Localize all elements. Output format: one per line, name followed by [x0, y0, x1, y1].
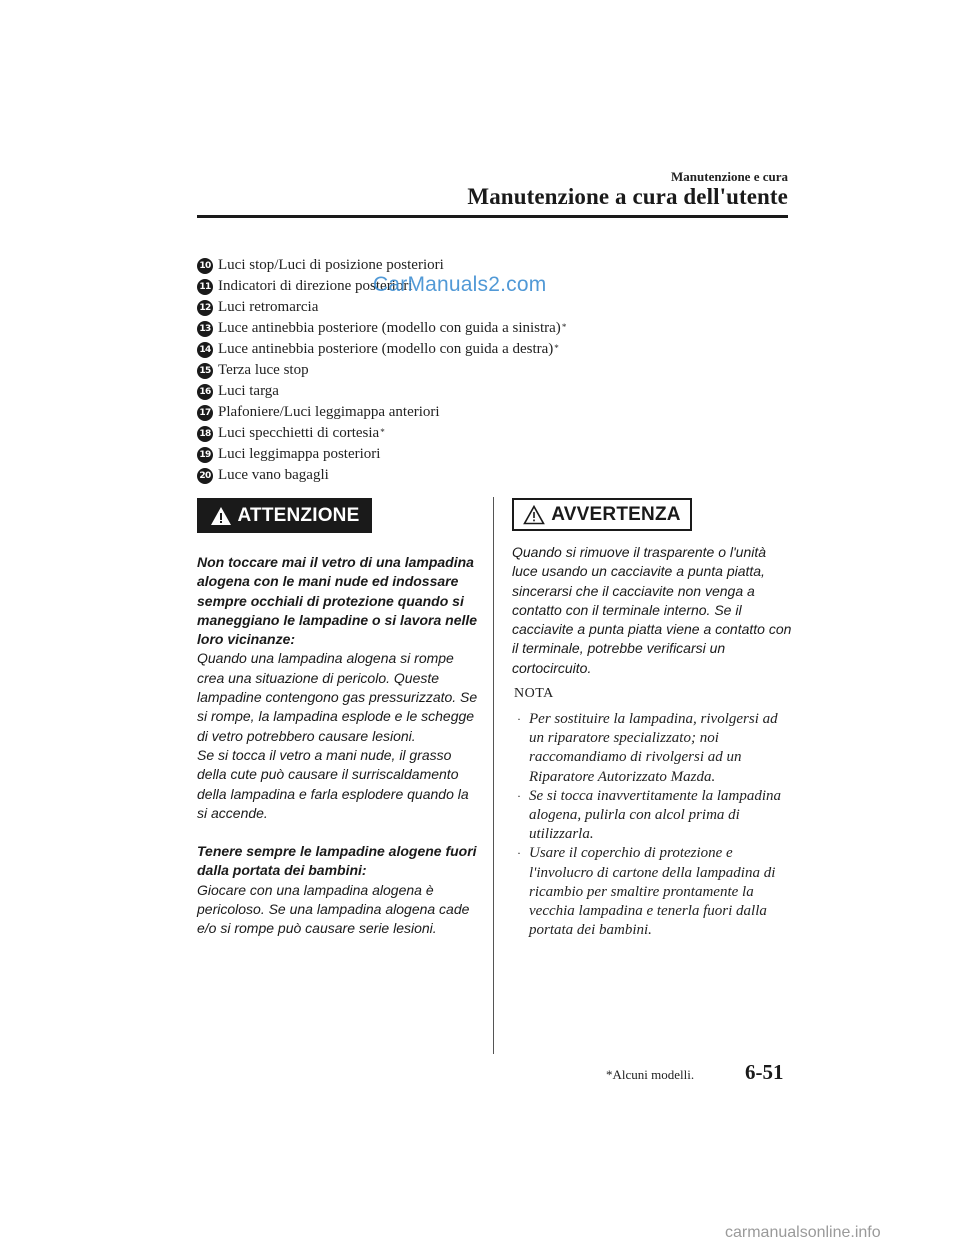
bullet-icon: ·	[517, 846, 521, 861]
item-number: 14	[197, 342, 213, 358]
avvertenza-paragraph: Quando si rimuove il trasparente o l'unità luce usando un cacciavite a punta piatta, sincerarsi che il cacciavite non venga a contatto con il terminale interno. Se il cacciavite a punta piatta viene a contatto con il terminale, potrebbe verificarsi un cortocircuito.	[512, 544, 792, 676]
bullet-icon: ·	[517, 712, 521, 726]
list-item	[197, 360, 757, 381]
item-number: 13	[197, 321, 213, 337]
avvertenza-label: AVVERTENZA	[551, 503, 681, 525]
nota-text: Se si tocca inavvertitamente la lampadina alogena, pulirla con alcol prima di utilizzarla.	[529, 787, 782, 843]
nota-item	[514, 710, 794, 787]
warning-triangle-icon	[210, 506, 232, 526]
section-title: Manutenzione e cura	[671, 169, 788, 184]
warning-triangle-icon	[523, 505, 545, 525]
nota-text: Per sostituire la lampadina, rivolgersi ad un riparatore specializzato; noi raccomandiamo di rivolgersi ad un Riparatore Autorizzato Mazda.	[529, 711, 778, 785]
list-item	[197, 444, 757, 465]
item-label: Plafoniere/Luci leggimappa anteriori	[218, 404, 440, 420]
nota-item	[514, 787, 794, 845]
attenzione-body	[197, 553, 482, 939]
item-number: 15	[197, 363, 213, 379]
site-link[interactable]: carmanualsonline.info	[725, 1224, 881, 1241]
asterisk: *	[554, 342, 559, 353]
footnote: *Alcuni modelli.	[606, 1067, 695, 1082]
item-label: Luce antinebbia posteriore (modello con guida a destra)	[218, 341, 554, 357]
watermark-link[interactable]: CarManuals2.com	[373, 273, 547, 296]
attenzione-heading-1: Non toccare mai il vetro di una lampadina alogena con le mani nude ed indossare sempre occhiali di protezione quando si maneggiano le lampadine o si lavora nelle loro vicinanze:	[197, 554, 478, 648]
nota-list	[514, 710, 794, 940]
avvertenza-body	[512, 543, 792, 678]
item-number: 16	[197, 384, 213, 400]
attenzione-paragraph: Quando una lampadina alogena si rompe crea una situazione di pericolo. Queste lampadine contengono gas pressurizzato. Se si rompe, la lampadina esplode e le schegge di vetro potrebbero causare lesioni.	[197, 650, 478, 744]
item-number: 19	[197, 447, 213, 463]
list-item	[197, 318, 757, 339]
attenzione-banner	[197, 498, 372, 533]
attenzione-heading-2: Tenere sempre le lampadine alogene fuori dalla portata dei bambini:	[197, 843, 477, 879]
item-label: Luci leggimappa posteriori	[218, 446, 381, 462]
item-label: Terza luce stop	[218, 362, 309, 378]
bullet-icon: ·	[517, 788, 521, 803]
item-label: Luci targa	[218, 383, 279, 399]
item-label: Luce antinebbia posteriore (modello con guida a sinistra)	[218, 320, 561, 336]
list-item	[197, 423, 757, 444]
item-number: 18	[197, 426, 213, 442]
item-label: Luce vano bagagli	[218, 467, 329, 483]
nota-text: Usare il coperchio di protezione e l'involucro di cartone della lampadina di ricambio per smaltire prontamente la vecchia lampadina e tenerla fuori dalla portata dei bambini.	[529, 845, 776, 939]
item-label: Luci stop/Luci di posizione posteriori	[218, 257, 444, 273]
nota-item	[514, 844, 794, 940]
item-label: Luci specchietti di cortesia	[218, 425, 380, 441]
attenzione-label: ATTENZIONE	[237, 504, 360, 526]
avvertenza-banner	[512, 498, 692, 531]
item-label: Indicatori di direzione posteriori	[218, 278, 413, 294]
item-number: 17	[197, 405, 213, 421]
list-item	[197, 339, 757, 360]
item-number: 11	[197, 279, 213, 295]
column-divider	[493, 497, 494, 1054]
list-item	[197, 402, 757, 423]
asterisk: *	[380, 426, 385, 437]
header-rule	[197, 215, 788, 218]
item-number: 10	[197, 258, 213, 274]
item-label: Luci retromarcia	[218, 299, 319, 315]
list-item	[197, 381, 757, 402]
page-number: 6-51	[745, 1060, 784, 1084]
item-number: 12	[197, 300, 213, 316]
list-item	[197, 297, 757, 318]
attenzione-paragraph: Se si tocca il vetro a mani nude, il grasso della cute può causare il surriscaldamento della lampadina e farla esplodere quando la si accende.	[197, 746, 469, 821]
list-item	[197, 465, 757, 486]
asterisk: *	[561, 321, 567, 332]
attenzione-paragraph: Giocare con una lampadina alogena è pericoloso. Se una lampadina alogena cade e/o si rompe può causare serie lesioni.	[197, 881, 470, 937]
nota-label: NOTA	[514, 686, 554, 701]
item-number: 20	[197, 468, 213, 484]
page-title: Manutenzione a cura dell'utente	[467, 184, 788, 209]
